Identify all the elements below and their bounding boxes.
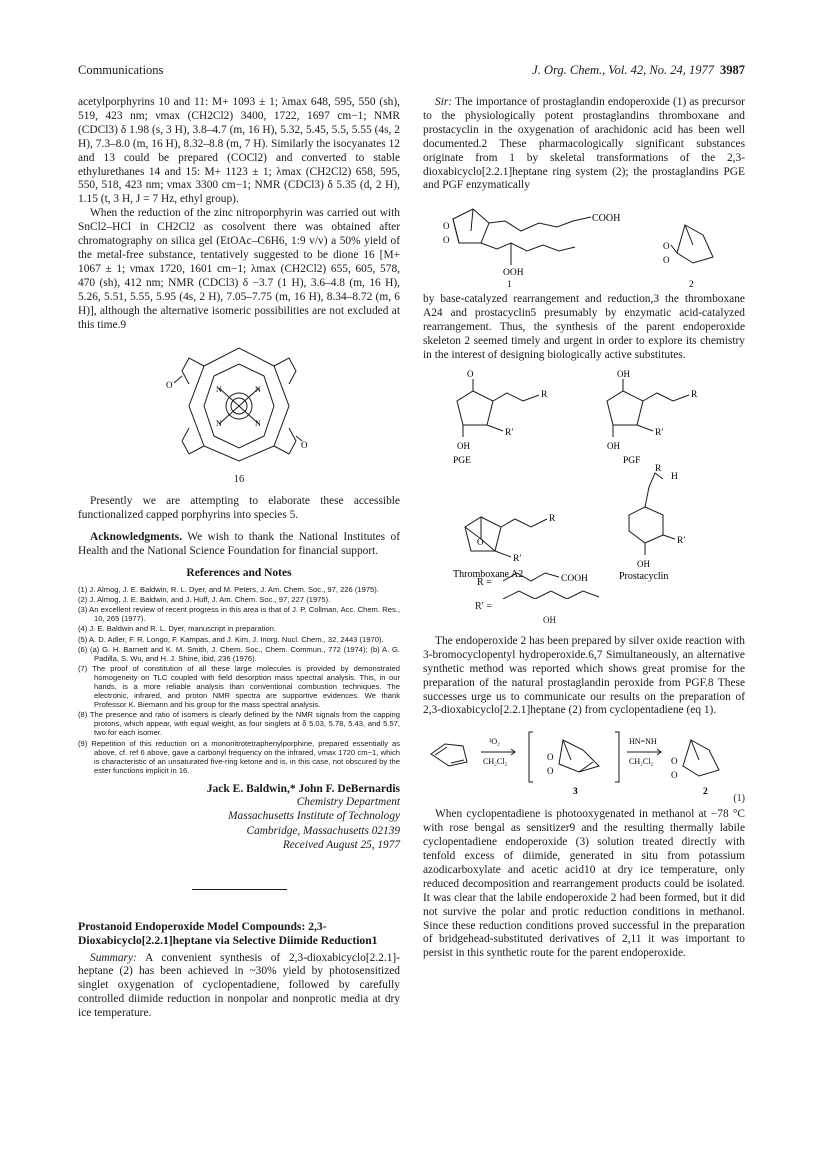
body-text: The importance of prostaglandin endoperoxide (1) as precursor to the physiologically potent prostaglandins thromboxane and prostacyclin in the oxygenation of arachidonic acid has been well documented.2 These pharmacologically significant substances originate from 1 by skeletal transformations of the 2,3-dioxabicyclo[2.2.1]heptane ring system (2); the prostaglandins PGE and PGF enzymatically (423, 96, 745, 192)
pgf-rprime-label: R′ (655, 427, 664, 438)
endoperoxide-structures (423, 197, 745, 293)
acknowledgments-heading: Acknowledgments. (90, 531, 183, 544)
oxygen-label: O (663, 255, 670, 266)
nitrogen-label: N (255, 419, 261, 429)
porphyrin-drawing (164, 336, 314, 476)
prostanoid-structures (423, 367, 745, 599)
pgi-r-label: R (655, 463, 662, 474)
pgi-caption: Prostacyclin (619, 570, 669, 582)
pge-caption: PGE (453, 455, 471, 466)
sir-label: Sir: (435, 96, 453, 108)
reagent-diimide: HN=NH (629, 737, 657, 747)
affiliation-dept: Chemistry Department (296, 795, 400, 808)
reference-item: (4) J. E. Baldwin and R. L. Dyer, manuscript in preparation. (78, 624, 276, 634)
oxygen-label: O (663, 241, 670, 252)
compound-label-3: 3 (573, 787, 578, 798)
reference-list (78, 585, 400, 775)
rprime-oh-label: OH (543, 614, 556, 625)
pgi-oh-label: OH (637, 558, 650, 569)
pge-rprime-label: R′ (505, 427, 514, 438)
references-heading: References and Notes (186, 567, 292, 580)
pgf-caption: PGF (623, 455, 641, 466)
body-paragraph: The endoperoxide 2 has been prepared by silver oxide reaction with 3-bromocyclopentyl hydroperoxide.6,7 Simultaneously, an alternative synthetic method was reported which shows great promise for the preparation of the natural prostaglandin peroxide from PGF.8 These successes urge us to communicate our results on the preparation of 2,3-dioxabicyclo[2.2.1]heptane (2) from cyclopentadiene (eq 1). (423, 634, 745, 717)
oxygen-label: O (443, 221, 450, 232)
body-paragraph: by base-catalyzed rearrangement and reduction,3 the thromboxane A24 and prostacyclin5 presumably by enzymatic acid-catalyzed rearrangement. Thus, the synthesis of the parent endoperoxide skeleton 2 seemed timely and urgent in order to explore its chemistry in the interest of designing biologically active substitutes. (423, 293, 745, 361)
txa-caption: Thromboxane A2 (453, 568, 524, 580)
oxygen-label: O (671, 756, 678, 767)
compound-label-16: 16 (233, 474, 245, 486)
acknowledgments-text: We wish to thank the National Institutes of Health and the National Science Foundation for financial support. (78, 531, 400, 558)
affiliation-institution: Massachusetts Institute of Technology (228, 810, 400, 823)
page-number: 3987 (720, 63, 745, 77)
carbonyl-oxygen-label: O (301, 440, 308, 451)
journal-citation: J. Org. Chem., Vol. 42, No. 24, 1977 (532, 63, 714, 77)
oxygen-label: O (547, 766, 554, 777)
compound-label-2: 2 (703, 787, 708, 798)
txa-r-label: R (549, 513, 556, 524)
pgi-h-label: H (671, 471, 678, 482)
acknowledgments (78, 531, 400, 559)
reference-item: (6) (a) G. H. Barnett and K. M. Smith, J. Chem. Soc., Chem. Commun., 772 (1974); (b) A. G. Padilla, S. Wu, and H. J. Shine, ibid, 236 (1976). (78, 644, 400, 663)
reference-item: (1) J. Almog, J. E. Baldwin, R. L. Dyer, and M. Peters, J. Am. Chem. Soc., 97, 226 (1975). (78, 585, 379, 595)
pge-oh-label: OH (457, 440, 470, 451)
body-paragraph (423, 96, 745, 193)
pgf-r-label: R (691, 389, 698, 400)
body-paragraph: Presently we are attempting to elaborate these accessible functionalized capped porphyrins into species 5. (78, 495, 400, 522)
pge-r-label: R (541, 389, 548, 400)
prostanoid-drawings (423, 367, 745, 599)
oxygen-label: O (443, 235, 450, 246)
pgf-oh-top-label: OH (617, 368, 630, 379)
cooh-label: COOH (592, 213, 621, 225)
reference-item: (2) J. Almog, J. E. Baldwin, and J. Huff, J. Am. Chem. Soc., 97, 227 (1975). (78, 595, 331, 605)
running-header-journal (532, 63, 745, 78)
ooh-label: OOH (503, 268, 524, 279)
oxygen-label: O (671, 770, 678, 781)
nitrogen-label: N (255, 385, 261, 395)
reference-item: (8) The presence and ratio of isomers is clearly defined by the NMR signals from the capping protons, which appear, with equal weight, as four singlets at δ 5.03, 5.78, 5.43, and 5.57, two for each isomer. (78, 710, 400, 738)
carbonyl-oxygen-label: O (166, 380, 173, 391)
article-title: Prostanoid Endoperoxide Model Compounds: 2,3-Dioxabicyclo[2.2.1]heptane via Selective Diimide Reduction1 (78, 919, 378, 948)
txa-oxygen-label: O (477, 536, 484, 547)
pgi-rprime-label: R′ (677, 535, 686, 546)
pge-ketone-label: O (467, 368, 474, 379)
affiliation-city: Cambridge, Massachusetts 02139 (246, 824, 400, 837)
equation-number: (1) (733, 793, 745, 805)
txa-rprime-label: R′ (513, 553, 522, 564)
running-header-section: Communications (78, 63, 164, 77)
body-paragraph: acetylporphyrins 10 and 11: M+ 1093 ± 1; λmax 648, 595, 550 (sh), 519, 423 nm; νmax (CH2Cl2) 3400, 1722, 1697 cm−1; NMR (CDCl3) δ 1.98 (s, 3 H), 3.8–4.7 (m, 16 H), 5.32, 5.45, 5.5, 5.55 (4s, 2 H), 7.3–8.0 (m, 16 H), 8.32–8.8 (m, 7 H). Similarly the isocyanates 12 and 13 could be prepared (COCl2) and converted to stable ethylurethanes 14 and 15: M+ 1123 ± 1; λmax (CH2Cl2) 658, 595, 550, 518, 423 nm; νmax 3300 cm−1; NMR (CDCl3) δ 5.35 (d, 2 H), 1.15 (t, 3 H, J = 7 Hz, ethyl group). (78, 96, 400, 206)
structures-1-and-2 (423, 197, 745, 293)
section-divider (192, 889, 287, 890)
reagent-singlet-oxygen: ¹O₂ (489, 737, 500, 747)
solvent-label: CH₂Cl₂ (629, 757, 654, 767)
reference-item: (7) The proof of constitution of all these large molecules is provided by demonstrated homogeneity on TLC coupled with field desorption mass spectral analysis. This, in our hands, is a more reliable analysis than conventional combustion techniques. The electronic, infrared, and proton NMR spectra are supportive evidences. We thank Professor K. Biemann and his group for the mass spectral analysis. (78, 663, 400, 710)
r-cooh-label: COOH (561, 573, 588, 584)
solvent-label: CH₂Cl₂ (483, 757, 508, 767)
author-line: Jack E. Baldwin,* John F. DeBernardis (206, 782, 400, 795)
summary-label: Summary: (90, 951, 137, 964)
reference-item: (9) Repetition of this reduction on a mononitrotetraphenylporphine, prepared essentially as above, cf. ref 6 above, gave a carbonyl frequency on the infrared, νmax 1720 cm−1, which is characteristic of an unsaturated five-ring ketone and is, in this case, not obscured by the ester functions implicit in 16. (78, 738, 400, 775)
rprime-definition (423, 599, 745, 629)
received-date: Received August 25, 1977 (282, 839, 400, 852)
equation-1 (423, 724, 745, 805)
body-paragraph: When cyclopentadiene is photooxygenated in methanol at −78 °C with rose bengal as sensitizer9 and the resulting thermally labile cyclopentadiene endoperoxide (3) solution treated directly with tenfold excess of diimide, generated in situ from potassium azodicarboxylate and acetic acid10 at dry ice temperature, only reduced decomposition and rearrangement products could be isolated. It was clear that the labile endoperoxide 2 had been formed, but it did not survive the polar and protic reduction conditions in methanol. Since these reduction conditions proved successful in the preparation of bridgehead-substituted derivatives of 2,11 it was important to persist in this synthetic route for the parent endoperoxide. (423, 808, 745, 960)
compound-label-2: 2 (689, 280, 694, 291)
reference-item: (3) An excellent review of recent progress in this area is that of J. P. Collman, Acc. Chem. Res., 10, 265 (1977). (78, 605, 400, 624)
pgf-oh-label: OH (607, 440, 620, 451)
right-column (423, 96, 745, 961)
equation-1-scheme (423, 724, 745, 798)
body-paragraph: When the reduction of the zinc nitroporphyrin was carried out with SnCl2–HCl in CH2Cl2 as cosolvent there was obtained after chromatography on silica gel (EtOAc–C6H6, 1:9 v/v) a 50% yield of the metal-free substance, tentatively suggested to be dione 16 [M+ 1067 ± 1; νmax 1720, 1601 cm−1; λmax (CH2Cl2) 655, 605, 578, 470 (sh), 412 nm; NMR (CDCl3) δ −3.7 (1 H), 3.6–4.8 (m, 16 H), 5.26, 5.51, 5.55, 5.95 (4s, 2 H), 7.05–7.75 (m, 16 H), 8.34–8.72 (m, 6 H)], although the alternative isomeric possibilities are not excluded at this time.9 (78, 207, 400, 331)
reference-item: (5) A. D. Adler, F. R. Longo, F. Kampas, and J. Kim, J. Inorg. Nucl. Chem., 32, 2443 (1970). (78, 634, 384, 644)
porphyrin-structure-16 (164, 336, 314, 476)
compound-label-1: 1 (507, 280, 512, 291)
r-definition-label: R = (477, 576, 492, 588)
rprime-definition-label: R′ = (475, 600, 492, 612)
left-column (78, 96, 400, 1021)
nitrogen-label: N (216, 419, 222, 429)
oxygen-label: O (547, 752, 554, 763)
summary-text: A convenient synthesis of 2,3-dioxabicyclo[2.2.1]-heptane (2) has been achieved in ~30% yield by photosensitized singlet oxygenation of cyclopentadiene, followed by carefully controlled diimide reduction in nonpolar and nonprotic media at dry ice temperature. (78, 951, 401, 1020)
nitrogen-label: N (216, 385, 222, 395)
summary-paragraph (78, 952, 400, 1022)
